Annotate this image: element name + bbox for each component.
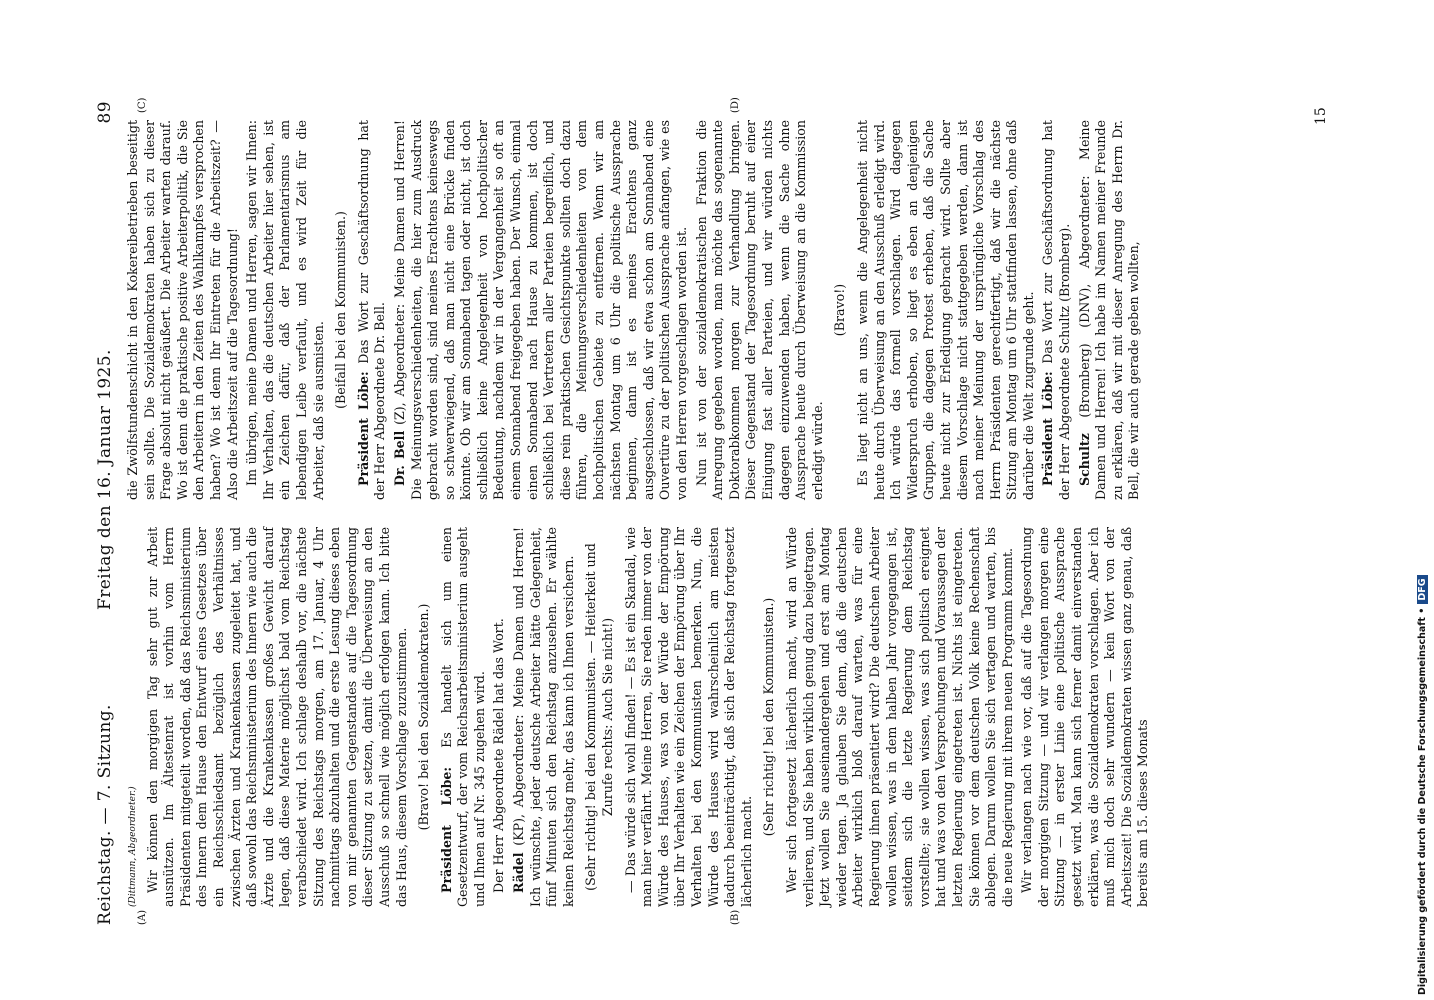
paragraph: — Das würde sich wohl finden! — Es ist ein Skandal, wie man hier verfährt. Meine Herren, Sie reden immer von der Würde des Hauses, was von der Würde der Empörung über Ihr Verhalten wie ein Zeichen der Empörung über Ihr Verhalten bei den Kommunisten bemerken. Nun, die Würde des Hauses wird wahrscheinlich am meisten dadurch beeinträchtigt, daß sich der Reichstag fortgesetzt lächerlich macht. [622, 527, 754, 907]
credit-text: Digitalisierung gefördert durch die Deutsche Forschungsgemeinschaft • [1417, 607, 1428, 995]
digitization-credit [1417, 5, 1431, 995]
left-column [125, 527, 1155, 907]
speaker-statement [1077, 120, 1143, 500]
statement-text: Das Wort zur Geschäftsordnung hat der Herr Abgeordnete Dr. Bell. [355, 120, 388, 500]
paragraph: Der Herr Abgeordnete Rädel hat das Wort. [491, 618, 507, 893]
speaker-name: Präsident Löbe: [355, 371, 371, 486]
president-statement [439, 527, 489, 907]
margin-marker-c: (C) [137, 97, 148, 113]
signature-number: 15 [1313, 107, 1329, 125]
margin-marker-b: (B) [730, 909, 741, 925]
interjection: (Bravo! bei den Sozialdemokraten.) [416, 603, 432, 831]
interjection: (Bravo!) [832, 283, 848, 337]
paragraph: Wir können den morgigen Tag sehr gut zur Arbeit ausnützen. Im Ältestenrat ist vorhin vom Herrn Präsidenten mitgeteilt worden, daß das Reichsministerium des Innern dem Hause den Entwurf eines Gesetzes über ein Reichsschiedsamt bezüglich des Verhältnisses zwischen Ärzten und Krankenkassen zugeleitet hat, und daß sowohl das Reichsministerium des Innern wie auch die Ärzte und die Krankenkassen großes Gewicht darauf legen, daß diese Materie möglichst bald vom Reichstag verabschiedet wird. Ich schlage deshalb vor, die nächste Sitzung des Reichstags morgen, am 17. Januar, 4 Uhr nachmittags abzuhalten und die erste Lesung dieses eben von mir genannten Gegenstandes auf die Tagesordnung dieser Sitzung zu setzen, damit die Überweisung an den Ausschuß so schnell wie möglich erfolgen kann. Ich bitte das Haus, diesem Vorschlage zuzustimmen. [144, 527, 409, 907]
statement-text: Es handelt sich um einen Gesetzentwurf, der vom Reichsarbeitsministerium ausgeht und Ihnen auf Nr. 345 zugehen wird. [438, 527, 487, 907]
paragraph: Wir verlangen nach wie vor, daß auf die Tagesordnung der morgigen Sitzung — und wir verlangen morgen eine Sitzung — in erster Linie eine politische Aussprache gesetzt wird. Man kann sich ferner damit einverstanden erklären, was die Sozialdemokraten vorschlagen. Aber ich muß mich doch sehr wundern — kein Wort von der Arbeitszeit! Die Sozialdemokraten wissen ganz genau, daß bereits am 15. dieses Monats [1019, 527, 1151, 907]
statement-text: (KP), Abgeordneter: Meine Damen und Herren! Ich wünschte, jeder deutsche Arbeiter hätte Gelegenheit, fünf Minuten sich den Reichstag anzusehen. Er wählte keinen Reichstag mehr, das kann ich Ihnen versichern. [511, 527, 576, 907]
interjection: (Beifall bei den Kommunisten.) [333, 211, 349, 409]
interjection: (Sehr richtig! bei den Kommunisten.) [761, 597, 777, 837]
margin-marker-a: (A) [137, 909, 148, 925]
speaker-statement [392, 120, 691, 500]
speaker-name: Schultz [1076, 433, 1092, 486]
header-date: Freitag den 16. Januar 1925. [95, 349, 115, 610]
interjection: (Sehr richtig! bei den Kommunisten. — Heiterkeit und Zurufe rechts: Auch Sie nicht!) [583, 543, 616, 891]
paragraph: Im übrigen, meine Damen und Herren, sagen wir Ihnen: Ihr Verhalten, das die deutschen Arbeiter hier sehen, ist ein Zeichen dafür, daß der Parlamentarismus am lebendigen Leibe verfault, und es wird Zeit für die Arbeiter, daß sie ausmisten. [244, 120, 326, 500]
president-statement [356, 120, 389, 500]
statement-text: (Z), Abgeordneter: Meine Damen und Herren! Die Meinungsverschiedenheiten, die hier zum Ausdruck gebracht worden sind, sind meines Erachtens keineswegs so schwerwiegend, daß man nicht eine Brücke finden könnte. Ob wir am Sonnabend tagen oder nicht, ist doch schließlich keine Angelegenheit von hochpolitischer Bedeutung, nachdem wir in der Vergangenheit so oft an einem Sonnabend freigegeben haben. Der Wunsch, einmal einen Sonnabend nach Hause zu kommen, ist doch schließlich bei Vertretern aller Parteien begreiflich, und diese rein praktischen Gesichtspunkte sollten doch dazu führen, die Meinungsverschiedenheiten von dem hochpolitischen Gebiete zu entfernen. Wenn wir am nächsten Montag um 6 Uhr die politische Aussprache beginnen, dann ist es meines Erachtens ganz ausgeschlossen, daß wir etwa schon am Sonnabend eine Ouvertüre zu der politischen Aussprache anfangen, wie es von den Herren vorgeschlagen worden ist. [391, 120, 689, 500]
margin-marker-d: (D) [730, 97, 741, 113]
paragraph: Es liegt nicht an uns, wenn die Angelegenheit nicht heute durch Überweisung an den Ausschuß erledigt wird. Ich würde das formell vorschlagen. Wird dagegen Widerspruch erhoben, so liegt es eben an denjenigen Gruppen, die dagegen Protest erheben, daß die Sache heute nicht zur Erledigung gebracht wird. Sollte aber diesem Vorschlage nicht stattgegeben werden, dann ist nach meiner Meinung der ursprüngliche Vorschlag des Herrn Präsidenten gerechtfertigt, daß wir die nächste Sitzung am Montag um 6 Uhr stattfinden lassen, ohne daß darüber die Welt zugrunde geht. [854, 120, 1036, 500]
speaker-statement [511, 527, 577, 907]
page-header [95, 95, 121, 925]
speaker-name: Dr. Bell [391, 430, 407, 486]
statement-text: (Bromberg) (DNV), Abgeordneter: Meine Damen und Herren! Ich habe im Namen meiner Freunde zu erklären, daß wir mit dieser Anregung des Herrn Dr. Bell, die wir auch gerade geben wollten, [1076, 120, 1142, 500]
speaker-name: Präsident Löbe: [438, 766, 454, 893]
president-statement [1040, 120, 1073, 500]
paragraph: die Zwölfstundenschicht in den Kokereibetrieben beseitigt sein sollte. Die Sozialdemokraten haben sich zu dieser Frage absolut nicht geäußert. Die Arbeiter warten darauf. Wo ist denn die praktische positive Arbeiterpolitik, die Sie den Arbeitern in den Zeiten des Wahlkampfes versprochen haben? Wo ist denn Ihr Eintreten für die Arbeitszeit? — Also die Arbeitszeit auf die Tagesordnung! [125, 120, 240, 500]
page-number: 89 [95, 101, 115, 124]
paragraph: Wer sich fortgesetzt lächerlich macht, wird an Würde verlieren, und Sie haben wirklich genug dazu beigetragen. Jetzt wollen Sie auseinandergehen und erst am Montag wieder tagen. Ja glauben Sie denn, daß die deutschen Arbeiter wirklich bloß darauf warten, was für eine Regierung ihnen präsentiert wird? Die deutschen Arbeiter wollen wissen, was in dem halben Jahr vorgegangen ist, seitdem sich die letzte Regierung dem Reichstag vorstellte; sie wollen wissen, was sich politisch ereignet hat und was von den Versprechungen und Voraussagen der letzten Regierung eingetreten ist. Nichts ist eingetreten. Sie können vor dem deutschen Volk keine Rechenschaft ablegen. Darum wollen Sie sich vertagen und warten, bis die neue Regierung mit ihrem neuen Programm kommt. [783, 527, 1015, 907]
paragraph: Nun ist von der sozialdemokratischen Fraktion die Anregung gegeben worden, man möchte das sogenannte Doktorabkommen morgen zur Verhandlung bringen. Dieser Gegenstand der Tagesordnung beruht auf einer Einigung fast aller Parteien, und wir würden nichts dagegen einzuwenden haben, wenn die Sache ohne Aussprache heute durch Überweisung an die Kommission erledigt würde. [693, 120, 825, 500]
speaker-name: Rädel [511, 852, 527, 893]
dfg-logo: DFG [1417, 575, 1428, 603]
rotated-page [95, 95, 1355, 925]
header-left: Reichstag. — 7. Sitzung. [95, 704, 115, 925]
right-column [125, 120, 1146, 500]
speaker-line: (Dittmann, Abgeordneter.) [128, 786, 138, 907]
statement-text: Das Wort zur Geschäftsordnung hat der Herr Abgeordnete Schultz (Bromberg). [1040, 120, 1073, 500]
speaker-name: Präsident Löbe: [1040, 371, 1056, 486]
